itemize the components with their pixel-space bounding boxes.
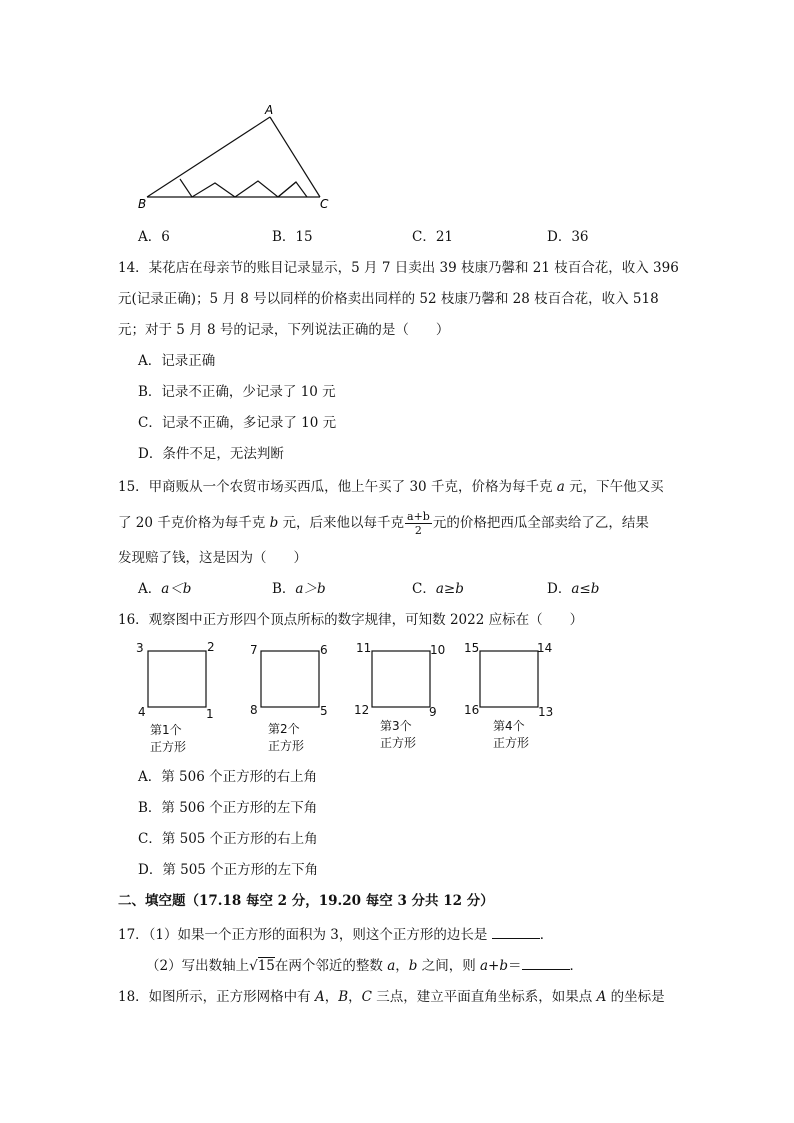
- square-4-caption: [493, 718, 529, 752]
- q15-text: 15．甲商贩从一个农贸市场买西瓜，他上午买了 30 千克，价格为每千克: [118, 479, 557, 495]
- q17-text: 在两个邻近的整数: [274, 958, 388, 974]
- q14-option-b[interactable]: B．记录不正确，少记录了 10 元: [138, 384, 336, 400]
- q17-text: ，: [395, 958, 409, 974]
- vertex-label-b: B: [138, 197, 147, 211]
- square-3-bottom-left: 12: [354, 703, 370, 717]
- square-3-top-right: 10: [430, 643, 446, 657]
- q17-text: ．: [539, 927, 554, 943]
- q18-point-b: B: [338, 989, 349, 1005]
- square-1-bottom-right: 1: [206, 707, 214, 721]
- option-label: C．: [412, 581, 436, 597]
- q15-stem-line1: [118, 477, 664, 497]
- q15-option-b[interactable]: [272, 579, 326, 599]
- q16-option-a[interactable]: A．第 506 个正方形的右上角: [138, 769, 318, 785]
- option-label: D．: [547, 581, 572, 597]
- q17-part2: [146, 955, 583, 976]
- q16-stem: 16．观察图中正方形四个顶点所标的数字规律，可知数 2022 应标在（ ）: [118, 612, 584, 628]
- q13-option-b[interactable]: B．15: [272, 229, 313, 245]
- caption-line: 正方形: [268, 739, 305, 753]
- option-expr: a＞b: [295, 581, 326, 597]
- square-4-bottom-right: 13: [538, 705, 554, 719]
- square-1-bottom-left: 4: [138, 705, 146, 719]
- caption-line: 第2个: [268, 722, 300, 736]
- q17-text: 之间，则: [417, 958, 480, 974]
- option-expr: a＜b: [161, 581, 192, 597]
- q18-stem: [118, 987, 665, 1007]
- q18-text: 三点，建立平面直角坐标系，如果点: [372, 989, 597, 1005]
- triangle-side-ac: [270, 117, 320, 197]
- square-2-bottom-right: 5: [320, 704, 328, 718]
- q17-blank-2[interactable]: [522, 955, 570, 970]
- q15-stem-line3: 发现赔了钱，这是因为（ ）: [118, 550, 307, 566]
- q15-fraction-numerator: a+b: [407, 510, 430, 523]
- q17-var-b: b: [408, 958, 418, 974]
- q14-option-a[interactable]: A．记录正确: [138, 353, 216, 369]
- option-label: A．: [138, 581, 162, 597]
- square-2-caption: [268, 721, 304, 755]
- q15-text: 元的价格把西瓜全部卖给了乙，结果: [432, 515, 649, 531]
- caption-line: 正方形: [380, 736, 417, 750]
- square-3-caption: [380, 718, 416, 752]
- square-4-top-right: 14: [537, 641, 553, 655]
- sqrt-symbol: √: [249, 958, 258, 974]
- square-4-bottom-left: 16: [464, 703, 480, 717]
- q13-option-d[interactable]: D．36: [547, 229, 589, 245]
- sqrt-radicand: 15: [257, 958, 275, 974]
- square-1: [148, 651, 206, 707]
- q17-text: （2）写出数轴上: [146, 958, 250, 974]
- q16-option-b[interactable]: B．第 506 个正方形的左下角: [138, 800, 318, 816]
- q13-option-a[interactable]: A．6: [138, 229, 170, 245]
- q13-triangle-figure: [135, 100, 345, 215]
- q18-point-a: A: [596, 989, 607, 1005]
- square-1-caption: [150, 722, 186, 756]
- q14-stem-line1: 14．某花店在母亲节的账目记录显示，5 月 7 日卖出 39 枝康乃馨和 21 枝百合花，收入 396: [118, 260, 679, 276]
- option-expr: a≥b: [435, 581, 464, 597]
- square-3: [372, 651, 430, 707]
- q14-option-c[interactable]: C．记录不正确，多记录了 10 元: [138, 415, 337, 431]
- caption-line: 第3个: [380, 719, 412, 733]
- square-2: [261, 651, 319, 707]
- q15-option-a[interactable]: [138, 579, 191, 599]
- q15-stem-line2: [118, 510, 649, 537]
- square-1-top-left: 3: [136, 641, 144, 655]
- section-2-title: 二、填空题（17.18 每空 2 分，19.20 每空 3 分共 12 分）: [118, 893, 494, 909]
- q15-text: 元，下午他又买: [564, 479, 664, 495]
- q14-stem-line2: 元(记录正确)；5 月 8 号以同样的价格卖出同样的 52 枝康乃馨和 28 枝百合花，收入 518: [118, 291, 659, 307]
- square-1-top-right: 2: [207, 640, 215, 654]
- caption-line: 第4个: [493, 719, 525, 733]
- q14-stem-line3: 元；对于 5 月 8 号的记录，下列说法正确的是（ ）: [118, 322, 450, 338]
- q18-text: 的坐标是: [606, 989, 665, 1005]
- q15-option-d[interactable]: [547, 579, 599, 599]
- q15-fraction-denominator: 2: [414, 524, 422, 537]
- q17-text: ＝: [508, 958, 522, 974]
- q18-text: ，: [324, 989, 339, 1005]
- q15-text: 元，后来他以每千克: [278, 515, 405, 531]
- caption-line: 第1个: [150, 723, 182, 737]
- square-2-top-left: 7: [250, 643, 258, 657]
- q17-var-a: a: [387, 958, 396, 974]
- q15-var-b: b: [269, 515, 279, 531]
- q15-fraction: [405, 510, 432, 537]
- q16-option-c[interactable]: C．第 505 个正方形的右上角: [138, 831, 318, 847]
- q17-text: ．: [569, 958, 584, 974]
- q17-blank-1[interactable]: [492, 924, 540, 939]
- q15-option-c[interactable]: [412, 579, 464, 599]
- square-3-top-left: 11: [356, 641, 372, 655]
- square-2-bottom-left: 8: [250, 703, 258, 717]
- q18-point-c: C: [361, 989, 372, 1005]
- option-expr: a≤b: [571, 581, 600, 597]
- caption-line: 正方形: [493, 736, 530, 750]
- vertex-label-c: C: [320, 197, 329, 211]
- square-4: [480, 651, 538, 707]
- q14-option-d[interactable]: D．条件不足，无法判断: [138, 446, 284, 462]
- square-2-top-right: 6: [320, 643, 328, 657]
- staircase-top-segment: [278, 182, 296, 197]
- square-4-top-left: 15: [464, 641, 480, 655]
- caption-line: 正方形: [150, 740, 187, 754]
- q18-text: ，: [348, 989, 362, 1005]
- q13-option-c[interactable]: C．21: [412, 229, 454, 245]
- q17-part1: [118, 924, 553, 945]
- q18-text: 18．如图所示，正方形网格中有: [118, 989, 315, 1005]
- q17-text: 17．（1）如果一个正方形的面积为 3，则这个正方形的边长是: [118, 927, 492, 943]
- square-3-bottom-right: 9: [429, 705, 437, 719]
- q15-var-a: a: [556, 479, 565, 495]
- q18-point-a: A: [314, 989, 325, 1005]
- q16-squares-figure: [130, 638, 570, 723]
- vertex-label-a: A: [265, 103, 274, 117]
- q16-option-d[interactable]: D．第 505 个正方形的左下角: [138, 862, 319, 878]
- q15-text: 了 20 千克价格为每千克: [118, 515, 270, 531]
- option-label: B．: [272, 581, 296, 597]
- q17-expr: a+b: [480, 958, 509, 974]
